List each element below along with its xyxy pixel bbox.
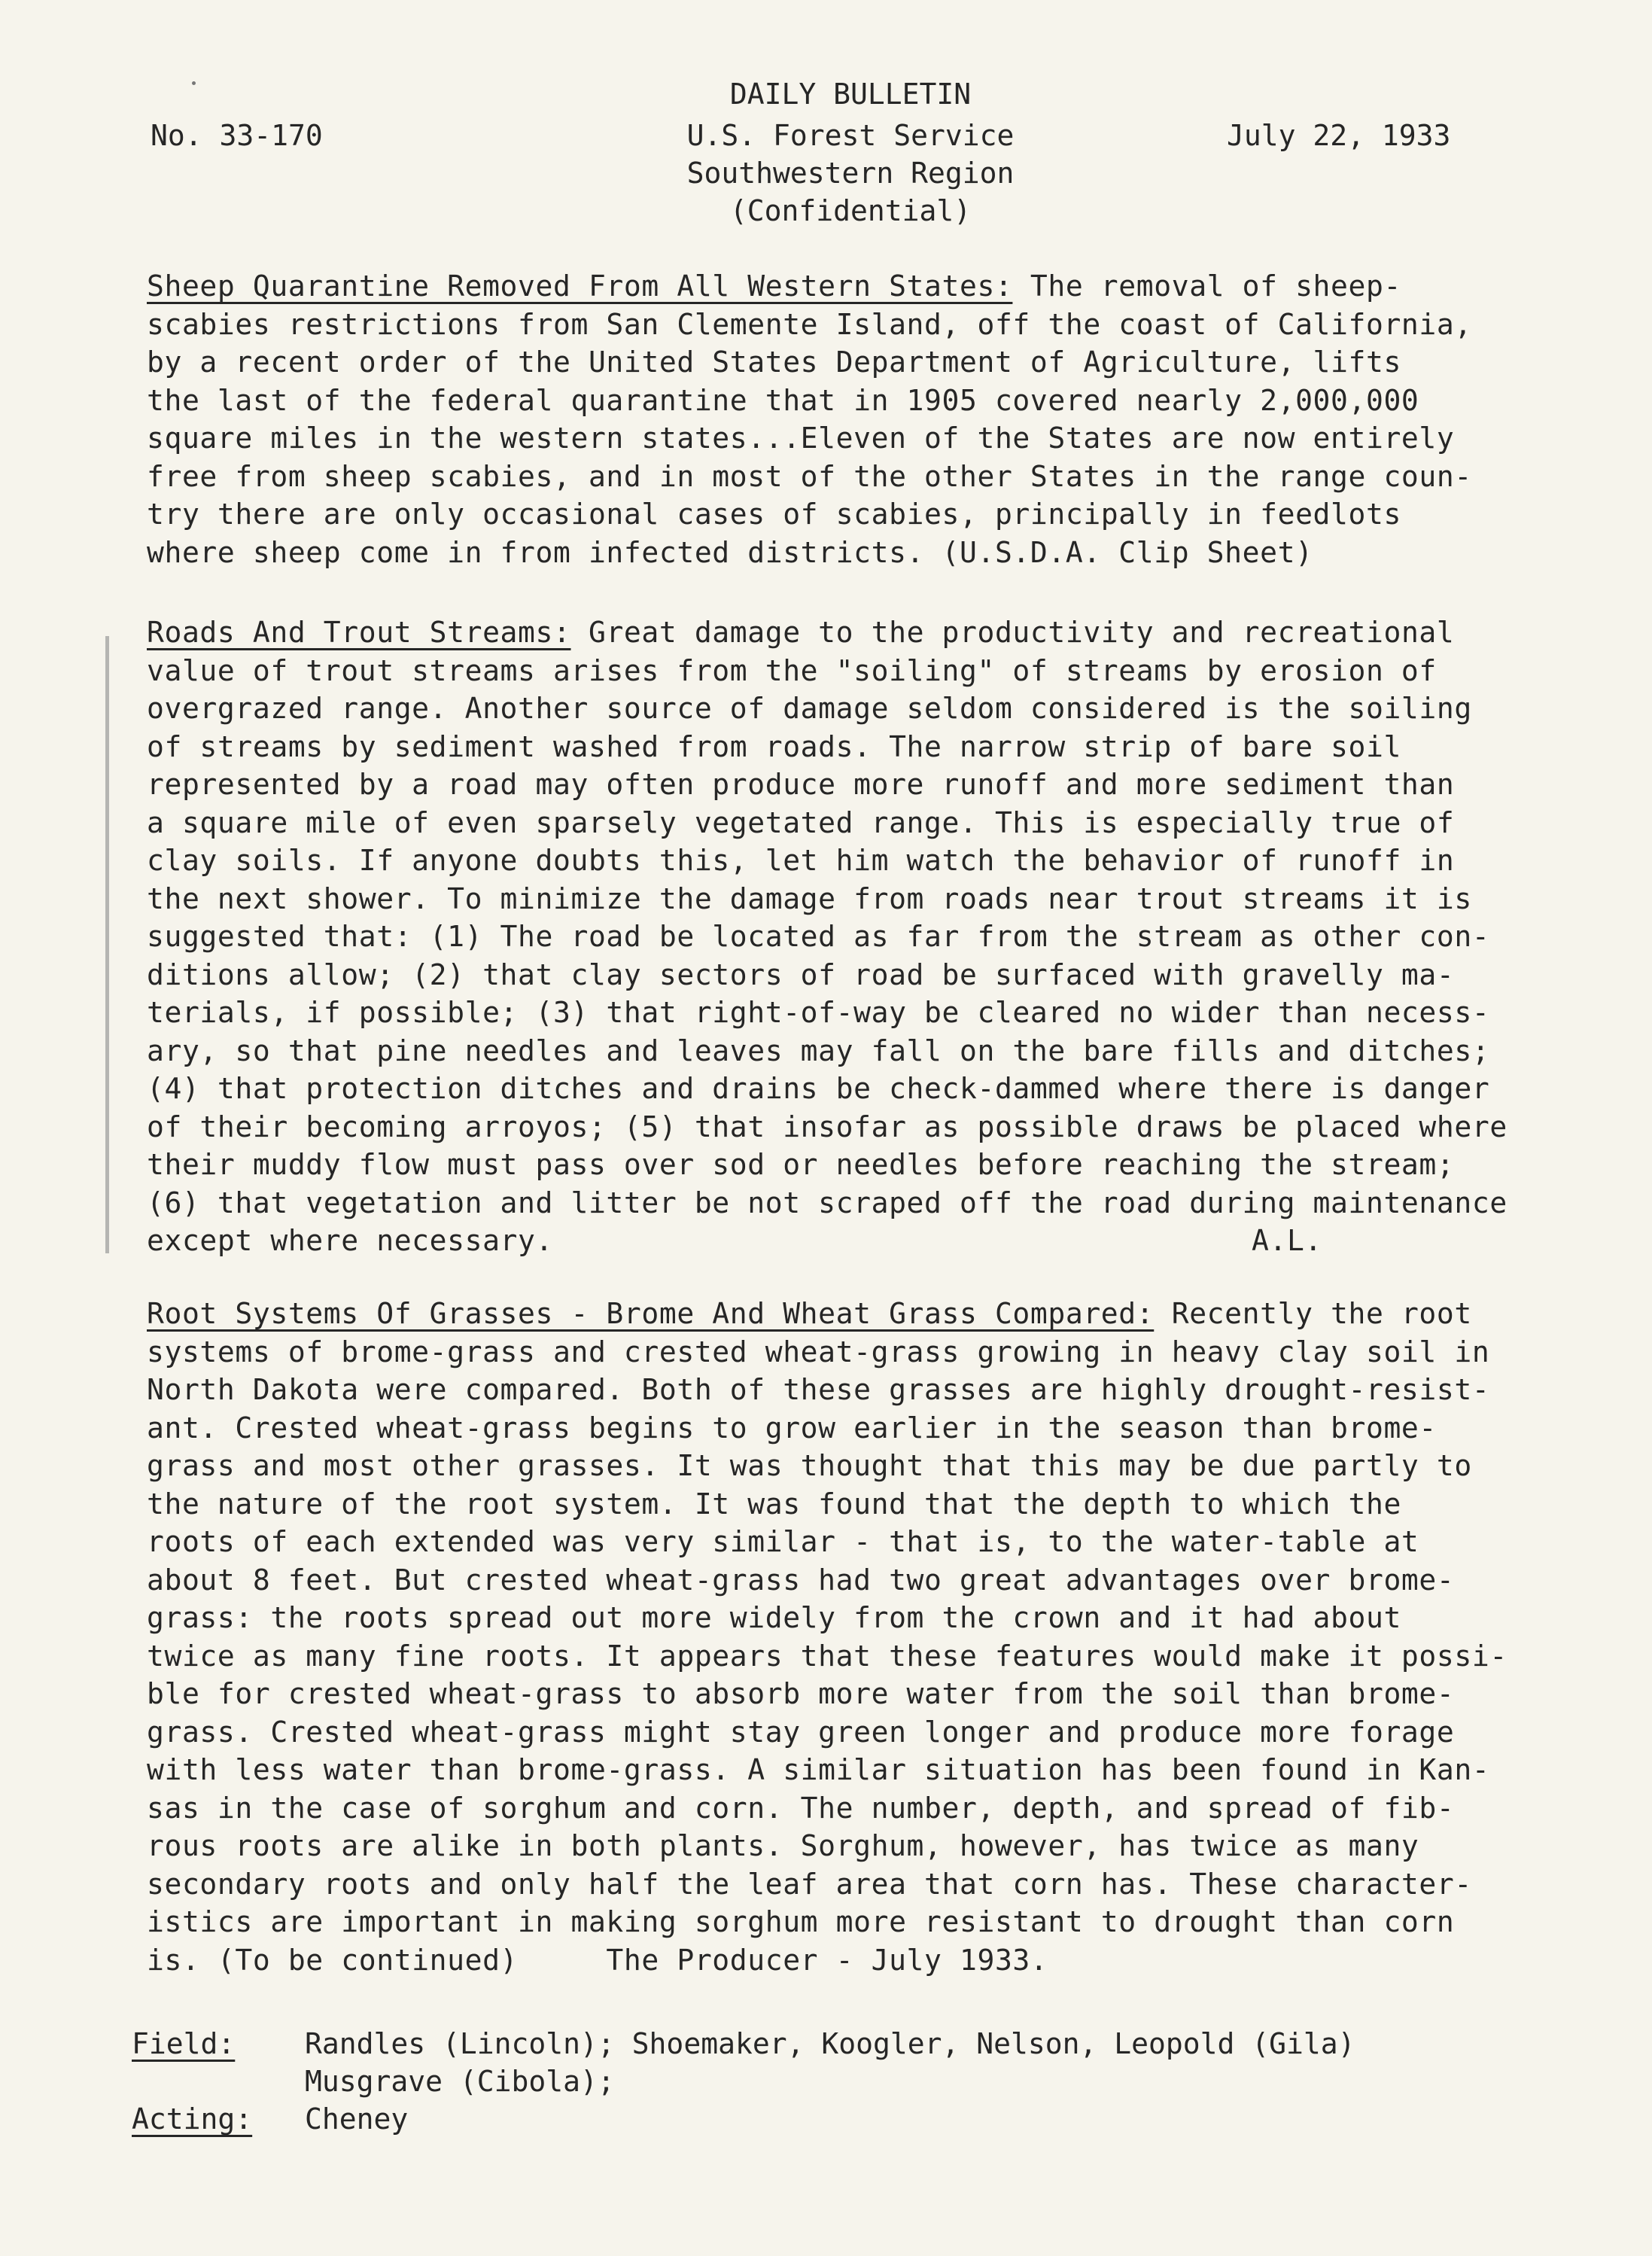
article-3-line [147,1561,1454,1599]
article-2-heading: Roads And Trout Streams: [147,616,571,649]
bulletin-number: No. 33-170 [151,119,323,152]
article-3-line [147,1333,1489,1371]
acting-value: Cheney [305,2102,409,2136]
article-2-text: ditions allow; (2) that clay sectors of road be surfaced with gravelly ma- [147,958,1455,991]
article-2-line [147,652,1437,690]
article-2-line [147,1222,1322,1259]
article-1-line [147,343,1401,381]
article-3-text: istics are important in making sorghum more resistant to drought than corn [147,1905,1455,1938]
article-3-line [147,1751,1489,1789]
article-2-text: overgrazed range. Another source of damage seldom considered is the soiling [147,692,1472,725]
article-2-text: represented by a road may often produce more runoff and more sediment than [147,768,1455,801]
article-1-heading: Sheep Quarantine Removed From All Western States: [147,269,1013,303]
article-2-line [147,728,1401,766]
article-3-text: ble for crested wheat-grass to absorb more water from the soil than brome- [147,1677,1455,1710]
article-1-line [147,534,1313,571]
article-3-line [147,1675,1454,1713]
article-3-line [147,1713,1454,1751]
article-3-line [147,1371,1489,1408]
article-2-text: terials, if possible; (3) that right-of-way be cleared no wider than necess- [147,996,1490,1029]
article-1-line [147,419,1454,457]
article-3-line [147,1409,1437,1447]
article-1-text: where sheep come in from infected districts. (U.S.D.A. Clip Sheet) [147,535,1313,569]
article-3-text: secondary roots and only half the leaf area that corn has. These character- [147,1867,1472,1901]
region-name: Southwestern Region [686,157,1015,190]
field-staff-line-2: Musgrave (Cibola); [305,2065,615,2098]
article-2-text: the next shower. To minimize the damage from roads near trout streams it is [147,881,1472,915]
field-label: Field: [132,2027,236,2060]
article-2-text: of streams by sediment washed from roads. The narrow strip of bare soil [147,729,1401,763]
article-1-text: try there are only occasional cases of scabies, principally in feedlots [147,498,1401,531]
article-1-text: square miles in the western states...Eleven of the States are now entirely [147,422,1455,455]
article-3-line [147,1789,1454,1827]
field-staff-line-1: Randles (Lincoln); Shoemaker, Koogler, Nelson, Leopold (Gila) [305,2027,1355,2060]
article-2-line [147,956,1454,994]
article-2-line [147,1108,1507,1146]
article-3-text: ant. Crested wheat-grass begins to grow earlier in the season than brome- [147,1411,1437,1445]
article-2-line [147,1184,1507,1222]
article-2-text: clay soils. If anyone doubts this, let him watch the behavior of runoff in [147,844,1455,877]
article-3-text: grass: the roots spread out more widely from the crown and it had about [147,1601,1401,1634]
article-3-text: rous roots are alike in both plants. Sorghum, however, has twice as many [147,1829,1419,1862]
article-3-text: twice as many fine roots. It appears that these features would make it possi- [147,1639,1507,1673]
classification-label: (Confidential) [729,194,972,227]
article-3-text: roots of each extended was very similar - that is, to the water-table at [147,1525,1419,1558]
margin-mark [105,636,109,1253]
article-3-line [147,1485,1401,1523]
article-2-line [147,1146,1454,1183]
article-3-text: about 8 feet. But crested wheat-grass had two great advantages over brome- [147,1563,1455,1597]
article-3-text: with less water than brome-grass. A similar situation has been found in Kan- [147,1753,1490,1786]
article-2-text: (6) that vegetation and litter be not scraped off the road during maintenance [147,1186,1507,1219]
article-2-text: (4) that protection ditches and drains be check-dammed where there is danger [147,1072,1490,1105]
article-2-line [147,994,1489,1031]
article-1-text: scabies restrictions from San Clemente Island, off the coast of California, [147,307,1472,341]
article-3-heading: Root Systems Of Grasses - Brome And Wheat Grass Compared: [147,1297,1155,1330]
article-2-line [147,1032,1489,1070]
article-3-line [147,1523,1419,1560]
article-2-line [147,918,1489,955]
article-3-line [147,1903,1454,1941]
article-2-signature: A.L. [1252,1224,1322,1257]
article-3-text: grass. Crested wheat-grass might stay green longer and produce more forage [147,1715,1455,1749]
article-3-text: sas in the case of sorghum and corn. The number, depth, and spread of fib- [147,1791,1455,1825]
article-2-text: their muddy flow must pass over sod or needles before reaching the stream; [147,1148,1455,1181]
article-1-text: free from sheep scabies, and in most of the other States in the range coun- [147,459,1472,493]
bulletin-title: DAILY BULLETIN [729,78,972,111]
article-2-line [147,1070,1489,1107]
article-1-text: the last of the federal quarantine that in 1905 covered nearly 2,000,000 [147,383,1419,417]
article-1-text: by a recent order of the United States Department of Agriculture, lifts [147,346,1401,379]
article-2-text: suggested that: (1) The road be located as far from the stream as other con- [147,920,1490,953]
article-3-text: grass and most other grasses. It was thought that this may be due partly to [147,1449,1472,1482]
article-3-text: North Dakota were compared. Both of these grasses are highly drought-resist- [147,1373,1490,1406]
bulletin-date: July 22, 1933 [1227,119,1451,152]
article-3-line [147,1295,1472,1332]
article-3-text: systems of brome-grass and crested wheat-grass growing in heavy clay soil in [147,1335,1490,1369]
article-3-line [147,1447,1472,1484]
article-2-text: value of trout streams arises from the "soiling" of streams by erosion of [147,653,1437,687]
article-1-line [147,306,1472,343]
article-3-line [147,1941,1048,1979]
article-2-line [147,804,1454,842]
article-2-line [147,842,1454,879]
article-1-line [147,495,1401,533]
agency-name: U.S. Forest Service [686,119,1015,152]
article-2-text: ary, so that pine needles and leaves may fall on the bare fills and ditches; [147,1034,1490,1067]
article-3-line [147,1827,1419,1865]
article-3-text: the nature of the root system. It was found that the depth to which the [147,1487,1401,1521]
article-2-line [147,766,1454,803]
article-3-text: Recently the root [1154,1297,1472,1330]
article-1-text: The removal of sheep- [1012,269,1401,303]
article-3-text: is. (To be continued) The Producer - July 1933. [147,1943,1048,1977]
article-2-line [147,613,1454,651]
acting-label: Acting: [132,2102,253,2136]
article-1-line [147,267,1401,305]
article-2-line [147,690,1472,727]
article-2-text: of their becoming arroyos; (5) that insofar as possible draws be placed where [147,1110,1507,1143]
article-3-line [147,1865,1472,1903]
article-2-text: a square mile of even sparsely vegetated range. This is especially true of [147,805,1455,839]
article-2-text: Great damage to the productivity and recreational [570,616,1455,649]
article-3-line [147,1599,1401,1636]
article-3-line [147,1637,1507,1675]
article-1-line [147,382,1419,419]
article-1-line [147,458,1472,495]
article-2-text: except where necessary. [147,1224,553,1257]
article-2-line [147,880,1472,918]
